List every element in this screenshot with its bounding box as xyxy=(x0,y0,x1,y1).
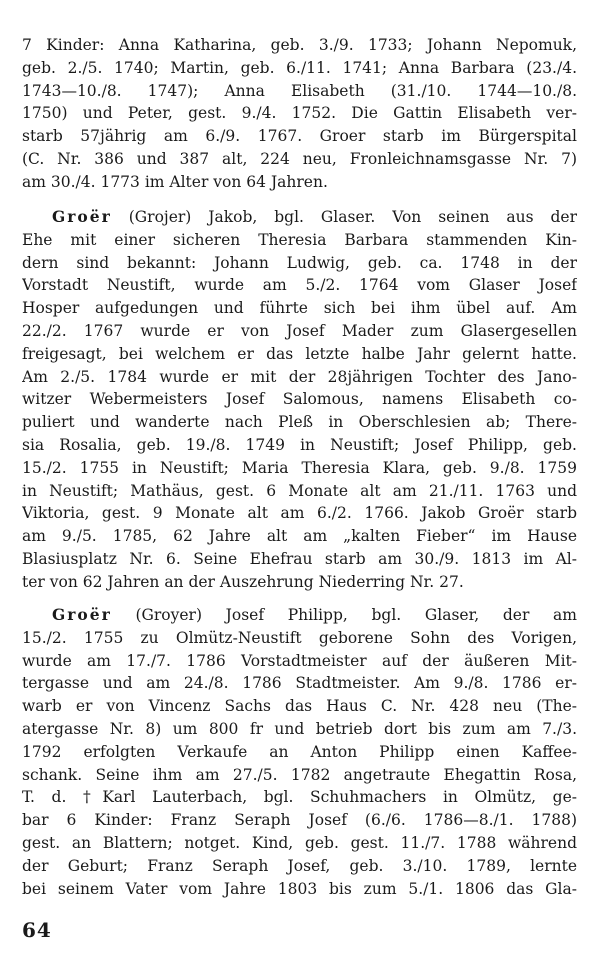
text-line: 7 Kinder: Anna Katharina, geb. 3./9. 1733; Johann Nepomuk, xyxy=(22,36,577,54)
text-line-rest: (Grojer) Jakob, bgl. Glaser. Von seinen aus der xyxy=(128,208,577,226)
page-number: 64 xyxy=(22,918,52,942)
text-line: Viktoria, gest. 9 Monate alt am 6./2. 1766. Jakob Groër starb xyxy=(22,504,577,523)
text-line: warb er von Vincenz Sachs das Haus C. Nr. 428 neu (The- xyxy=(22,697,577,716)
text-line: Hosper aufgedungen und führte sich bei ihm übel auf. Am xyxy=(22,299,577,318)
text-line: am 30./4. 1773 im Alter von 64 Jahren. xyxy=(22,172,328,191)
text-line: 1750) und Peter, gest. 9./4. 1752. Die Gattin Elisabeth ver- xyxy=(22,104,577,123)
text-line: (C. Nr. 386 und 387 alt, 224 neu, Fronleichnamsgasse Nr. 7) xyxy=(22,149,577,168)
text-line: gest. an Blattern; notget. Kind, geb. gest. 11./7. 1788 während xyxy=(22,833,577,852)
text-line-heading xyxy=(22,206,577,229)
text-line: geb. 2./5. 1740; Martin, geb. 6./11. 1741; Anna Barbara (23./4. xyxy=(22,58,577,77)
text-line: 15./2. 1755 zu Olmütz-Neustift geborene Sohn des Vorigen, xyxy=(22,628,577,647)
paragraph-children-list xyxy=(22,34,577,194)
text-line: 1792 erfolgten Verkaufe an Anton Philipp einen Kaffee- xyxy=(22,742,577,761)
entry-heading: Groër xyxy=(52,605,112,624)
text-line: puliert und wanderte nach Pleß in Oberschlesien ab; There- xyxy=(22,413,577,432)
text-line: freigesagt, bei welchem er das letzte halbe Jahr gelernt hatte. xyxy=(22,344,577,363)
text-line: der Geburt; Franz Seraph Josef, geb. 3./10. 1789, lernte xyxy=(22,856,577,875)
paragraph-groer-jakob xyxy=(22,206,577,594)
text-line: Am 2./5. 1784 wurde er mit der 28jährigen Tochter des Jano- xyxy=(22,367,577,386)
text-line-rest: (Groyer) Josef Philipp, bgl. Glaser, der am xyxy=(135,606,577,624)
text-line: dern sind bekannt: Johann Ludwig, geb. ca. 1748 in der xyxy=(22,253,577,272)
text-line: bar 6 Kinder: Franz Seraph Josef (6./6. 1786—8./1. 1788) xyxy=(22,811,577,830)
text-line-heading xyxy=(22,604,577,627)
text-line: am 9./5. 1785, 62 Jahre alt am „kalten Fieber“ im Hause xyxy=(22,527,577,546)
text-line: Ehe mit einer sicheren Theresia Barbara stammenden Kin- xyxy=(22,230,577,249)
text-line: witzer Webermeisters Josef Salomous, namens Elisabeth co- xyxy=(22,390,577,409)
text-line: schank. Seine ihm am 27./5. 1782 angetraute Ehegattin Rosa, xyxy=(22,765,577,784)
text-line: starb 57jährig am 6./9. 1767. Groer starb im Bürgerspital xyxy=(22,127,577,146)
text-line: bei seinem Vater vom Jahre 1803 bis zum 5./1. 1806 das Gla- xyxy=(22,879,577,898)
text-line: ter von 62 Jahren an der Auszehrung Niederring Nr. 27. xyxy=(22,572,464,591)
text-line: wurde am 17./7. 1786 Vorstadtmeister auf der äußeren Mit- xyxy=(22,651,577,670)
text-line: Blasiusplatz Nr. 6. Seine Ehefrau starb am 30./9. 1813 im Al- xyxy=(22,549,577,568)
text-line: 1743—10./8. 1747); Anna Elisabeth (31./10. 1744—10./8. xyxy=(22,81,577,100)
text-line: atergasse Nr. 8) um 800 fr und betrieb dort bis zum am 7./3. xyxy=(22,719,577,738)
text-line: Vorstadt Neustift, wurde am 5./2. 1764 vom Glaser Josef xyxy=(22,276,577,295)
text-line: T. d. †Karl Lauterbach, bgl. Schuhmachers in Olmütz, ge- xyxy=(22,788,577,807)
text-line: 22./2. 1767 wurde er von Josef Mader zum Glasergesellen xyxy=(22,321,577,340)
text-line: in Neustift; Mathäus, gest. 6 Monate alt am 21./11. 1763 und xyxy=(22,481,577,500)
paragraph-groer-josef-philipp xyxy=(22,604,577,900)
text-line: tergasse und am 24./8. 1786 Stadtmeister. Am 9./8. 1786 er- xyxy=(22,674,577,693)
text-line: 15./2. 1755 in Neustift; Maria Theresia Klara, geb. 9./8. 1759 xyxy=(22,458,577,477)
text-line: sia Rosalia, geb. 19./8. 1749 in Neustift; Josef Philipp, geb. xyxy=(22,435,577,454)
entry-heading: Groër xyxy=(52,207,112,226)
